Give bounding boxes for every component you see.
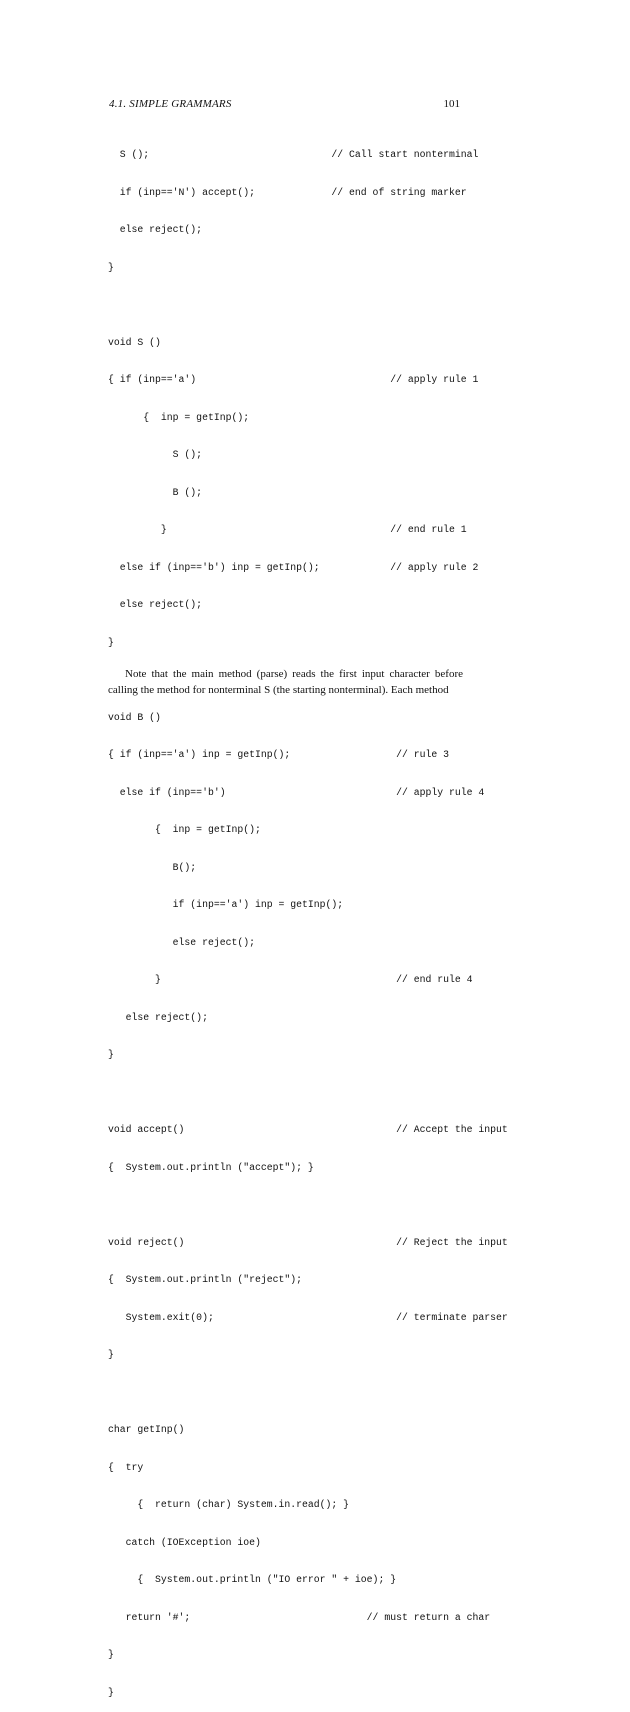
- code-line: else reject();: [108, 936, 255, 948]
- code-line: if (inp=='a') inp = getInp();: [108, 899, 344, 910]
- code-line: else reject();: [108, 224, 203, 235]
- code-line: [108, 299, 508, 312]
- code-line: B ();: [108, 486, 203, 498]
- body-paragraph: Note that the main method (parse) reads the first input character before calling the method for nonterminal S (the starting nonterminal). Each method: [108, 668, 463, 697]
- code-line: } // end rule 1: [108, 524, 467, 535]
- code-line: [108, 1387, 508, 1400]
- code-line: char getInp(): [108, 1424, 185, 1435]
- code-line: }: [108, 636, 114, 648]
- code-line: System.exit(0); // terminate parser: [108, 1311, 508, 1323]
- running-header: [109, 98, 460, 114]
- code-line: else if (inp=='b') inp = getInp(); // apply rule 2: [108, 561, 479, 573]
- code-listing: [108, 124, 508, 1712]
- code-line: void S (): [108, 336, 161, 348]
- code-line: { if (inp=='a') // apply rule 1: [108, 374, 479, 385]
- code-line: S ();: [108, 449, 203, 460]
- code-line: void accept() // Accept the input: [108, 1124, 508, 1135]
- code-line: }: [108, 1049, 114, 1060]
- code-line: }: [108, 1649, 114, 1660]
- code-line: { System.out.println ("accept"); }: [108, 1161, 314, 1173]
- code-line: { inp = getInp();: [108, 824, 261, 835]
- code-line: B();: [108, 861, 197, 873]
- code-line: { try: [108, 1461, 144, 1473]
- section-title: 4.1. SIMPLE GRAMMARS: [109, 98, 232, 110]
- code-line: if (inp=='N') accept(); // end of string marker: [108, 186, 467, 198]
- code-line: { inp = getInp();: [108, 411, 250, 423]
- code-line: else if (inp=='b') // apply rule 4: [108, 786, 485, 798]
- page-number: 101: [443, 98, 460, 110]
- code-line: [108, 1087, 508, 1100]
- code-line: S (); // Call start nonterminal: [108, 149, 479, 160]
- code-line: void B (): [108, 711, 161, 723]
- code-line: }: [108, 261, 114, 273]
- code-line: catch (IOException ioe): [108, 1536, 261, 1548]
- code-line: } // end rule 4: [108, 974, 473, 985]
- code-line: { return (char) System.in.read(); }: [108, 1499, 350, 1510]
- code-line: else reject();: [108, 599, 203, 610]
- code-line: else reject();: [108, 1011, 208, 1023]
- code-line: return '#'; // must return a char: [108, 1611, 491, 1623]
- code-line: { if (inp=='a') inp = getInp(); // rule 3: [108, 749, 449, 760]
- code-line: }: [108, 1686, 114, 1698]
- code-line: [108, 1199, 508, 1212]
- code-line: { System.out.println ("IO error " + ioe); }: [108, 1574, 397, 1585]
- code-line: void reject() // Reject the input: [108, 1236, 508, 1248]
- code-line: }: [108, 1349, 114, 1360]
- code-line: { System.out.println ("reject");: [108, 1274, 303, 1285]
